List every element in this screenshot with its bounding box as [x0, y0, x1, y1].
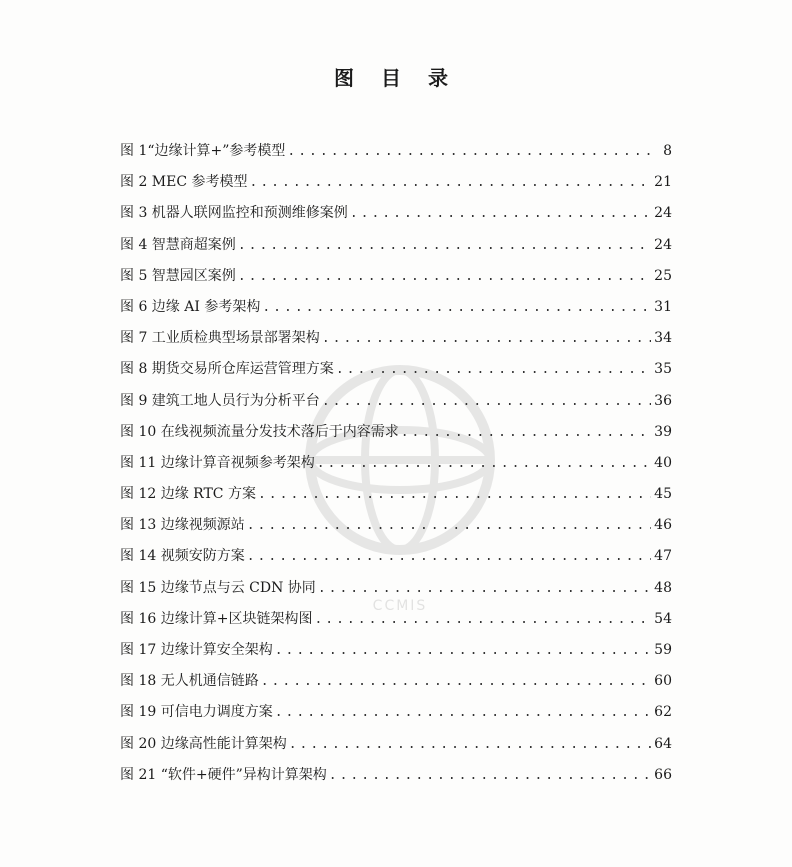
toc-entry-label: 图 11 边缘计算音视频参考架构 [120, 454, 315, 471]
toc-entry-label: 图 3 机器人联网监控和预测维修案例 [120, 205, 348, 222]
toc-entry-label: 图 6 边缘 AI 参考架构 [120, 298, 261, 315]
dot-leader [275, 643, 651, 658]
toc-entry-label: 图 12 边缘 RTC 方案 [120, 486, 256, 503]
figure-list [120, 140, 672, 795]
toc-entry[interactable] [120, 608, 672, 639]
toc-entry[interactable] [120, 265, 672, 296]
dot-leader [317, 456, 651, 471]
dot-leader [262, 300, 651, 315]
toc-entry-page: 36 [654, 392, 672, 409]
toc-entry[interactable] [120, 670, 672, 701]
toc-entry[interactable] [120, 327, 672, 358]
toc-entry[interactable] [120, 140, 672, 171]
dot-leader [322, 331, 651, 346]
toc-entry-label: 图 18 无人机通信链路 [120, 673, 259, 690]
toc-entry-page: 35 [654, 361, 672, 378]
toc-entry-label: 图 5 智慧园区案例 [120, 267, 236, 284]
toc-entry-label: 图 14 视频安防方案 [120, 548, 245, 565]
toc-entry[interactable] [120, 234, 672, 265]
toc-entry-label: 图 1“边缘计算+”参考模型 [120, 143, 286, 159]
toc-entry[interactable] [120, 764, 672, 795]
toc-entry-label: 图 7 工业质检典型场景部署架构 [120, 330, 320, 347]
toc-entry-page: 24 [654, 236, 672, 253]
toc-entry-page: 46 [654, 517, 672, 534]
toc-entry-page: 66 [654, 766, 672, 783]
toc-entry-page: 59 [654, 642, 672, 658]
toc-entry-page: 40 [654, 454, 672, 471]
toc-entry[interactable] [120, 545, 672, 576]
page-title: 图 目 录 [334, 66, 458, 90]
toc-entry[interactable] [120, 452, 672, 483]
toc-entry-page: 25 [654, 267, 672, 284]
toc-entry-page: 64 [654, 735, 672, 752]
dot-leader [238, 238, 651, 253]
dot-leader [261, 674, 651, 689]
toc-entry[interactable] [120, 514, 672, 545]
dot-leader [322, 394, 651, 409]
toc-entry-label: 图 9 建筑工地人员行为分析平台 [120, 392, 320, 409]
dot-leader [314, 612, 651, 627]
dot-leader [289, 737, 651, 752]
toc-entry[interactable] [120, 171, 672, 202]
dot-leader [250, 175, 652, 190]
toc-entry-page: 8 [663, 143, 672, 159]
toc-entry-page: 21 [654, 174, 672, 191]
dot-leader [329, 768, 651, 783]
dot-leader [336, 362, 651, 377]
toc-entry-page: 31 [654, 298, 672, 315]
dot-leader [247, 518, 651, 533]
toc-entry-page: 45 [654, 486, 672, 503]
toc-entry[interactable] [120, 390, 672, 421]
toc-entry-page: 34 [654, 330, 672, 347]
toc-entry-page: 62 [654, 704, 672, 721]
toc-entry-page: 54 [654, 610, 672, 627]
toc-entry[interactable] [120, 358, 672, 389]
toc-entry[interactable] [120, 483, 672, 514]
toc-entry-page: 60 [654, 673, 672, 690]
toc-entry[interactable] [120, 701, 672, 732]
toc-entry-label: 图 15 边缘节点与云 CDN 协同 [120, 579, 316, 596]
toc-entry[interactable] [120, 421, 672, 452]
toc-entry-page: 39 [654, 423, 672, 440]
toc-entry-label: 图 20 边缘高性能计算架构 [120, 735, 287, 752]
dot-leader [238, 269, 651, 284]
toc-entry-label: 图 16 边缘计算+区块链架构图 [120, 610, 313, 627]
toc-entry[interactable] [120, 577, 672, 608]
dot-leader [318, 581, 651, 596]
dot-leader [247, 549, 651, 564]
toc-entry-label: 图 4 智慧商超案例 [120, 236, 236, 253]
toc-entry[interactable] [120, 202, 672, 233]
toc-entry[interactable] [120, 296, 672, 327]
toc-entry-label: 图 2 MEC 参考模型 [120, 174, 248, 191]
toc-entry-label: 图 19 可信电力调度方案 [120, 704, 273, 721]
toc-entry-label: 图 21 “软件+硬件”异构计算架构 [120, 766, 327, 783]
toc-entry-page: 47 [654, 548, 672, 565]
toc-entry-label: 图 10 在线视频流量分发技术落后于内容需求 [120, 423, 399, 440]
toc-entry[interactable] [120, 639, 672, 670]
dot-leader [401, 425, 651, 440]
toc-entry[interactable] [120, 733, 672, 764]
toc-entry-label: 图 8 期货交易所仓库运营管理方案 [120, 361, 334, 378]
dot-leader [275, 705, 651, 720]
watermark-text: CCMIS [372, 598, 428, 614]
dot-leader [350, 206, 651, 221]
dot-leader [287, 144, 657, 159]
toc-entry-label: 图 17 边缘计算安全架构 [120, 642, 273, 658]
toc-entry-label: 图 13 边缘视频源站 [120, 517, 245, 534]
dot-leader [258, 487, 651, 502]
toc-entry-page: 24 [654, 205, 672, 222]
toc-entry-page: 48 [654, 579, 672, 596]
